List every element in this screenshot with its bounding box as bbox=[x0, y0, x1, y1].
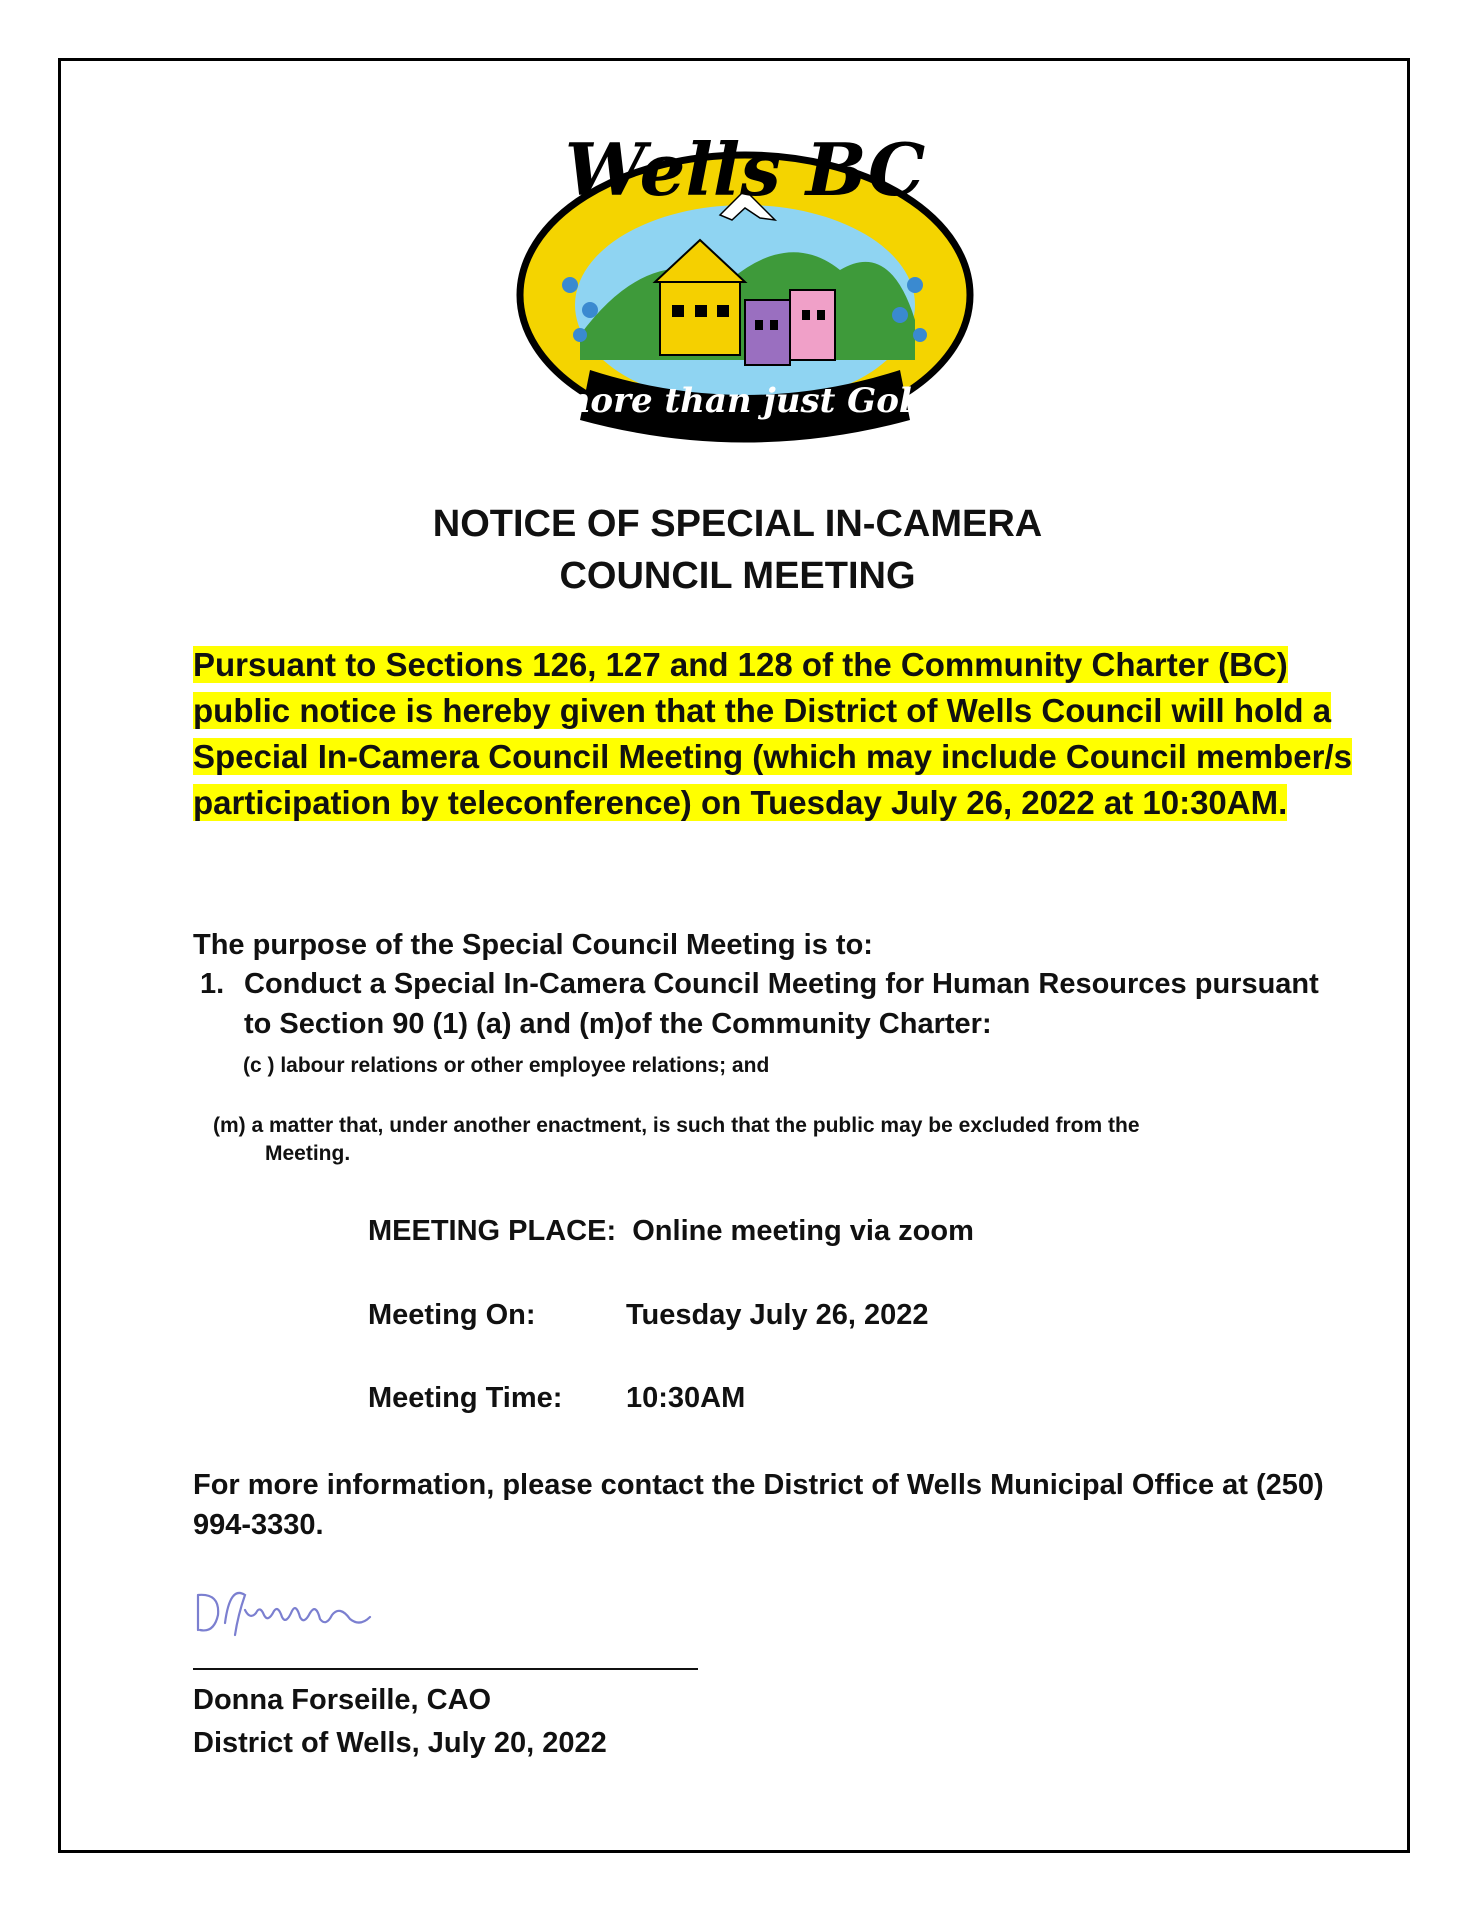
sub-clause-m bbox=[213, 1112, 1353, 1168]
meeting-on-label: Meeting On: bbox=[368, 1299, 536, 1331]
wells-bc-logo bbox=[510, 120, 980, 450]
title-line-1: NOTICE OF SPECIAL IN-CAMERA bbox=[432, 503, 1043, 545]
signature-line bbox=[193, 1668, 698, 1670]
highlighted-notice-text: Pursuant to Sections 126, 127 and 128 of the Community Charter (BC) public notice is hereby given that the District of Wells Council will hold a Special In-Camera Council Meeting (which may include Council member/s participation by teleconference) on Tuesday July 26, 2022 at 10:30AM. bbox=[193, 646, 1352, 821]
sub-clause-c: (c ) labour relations or other employee relations; and bbox=[243, 1054, 770, 1077]
item-text: Conduct a Special In-Camera Council Meeting for Human Resources pursuant to Section 90 (1) (a) and (m)of the Community Charter: bbox=[244, 968, 1319, 1040]
meeting-time-label: Meeting Time: bbox=[368, 1382, 563, 1414]
logo-text-tagline: more than just Gold bbox=[554, 381, 936, 421]
item-number: 1. bbox=[200, 968, 225, 1000]
meeting-place-value: Online meeting via zoom bbox=[632, 1215, 974, 1247]
meeting-place-label: MEETING PLACE: bbox=[368, 1215, 617, 1247]
signer-name: Donna Forseille, CAO bbox=[193, 1684, 492, 1716]
meeting-on-value: Tuesday July 26, 2022 bbox=[626, 1299, 929, 1331]
meeting-on bbox=[368, 1295, 929, 1335]
meeting-place bbox=[368, 1211, 974, 1251]
title-line-2: COUNCIL MEETING bbox=[559, 555, 916, 597]
signature-image bbox=[190, 1575, 390, 1645]
sub-clause-m-line-1: (m) a matter that, under another enactment, is such that the public may be excluded from the bbox=[213, 1114, 1140, 1137]
purpose-intro: The purpose of the Special Council Meeting is to: bbox=[193, 929, 873, 961]
page-title bbox=[0, 498, 1475, 602]
logo-text-wells-bc: Wells BC bbox=[564, 127, 926, 212]
contact-info: For more information, please contact the District of Wells Municipal Office at (250) 994-3330. bbox=[193, 1469, 1324, 1541]
sub-clause-m-line-2: Meeting. bbox=[265, 1142, 351, 1165]
signer-org-date: District of Wells, July 20, 2022 bbox=[193, 1727, 607, 1759]
meeting-time-value: 10:30AM bbox=[626, 1382, 746, 1414]
meeting-time bbox=[368, 1378, 745, 1418]
notice-paragraph bbox=[193, 642, 1353, 826]
